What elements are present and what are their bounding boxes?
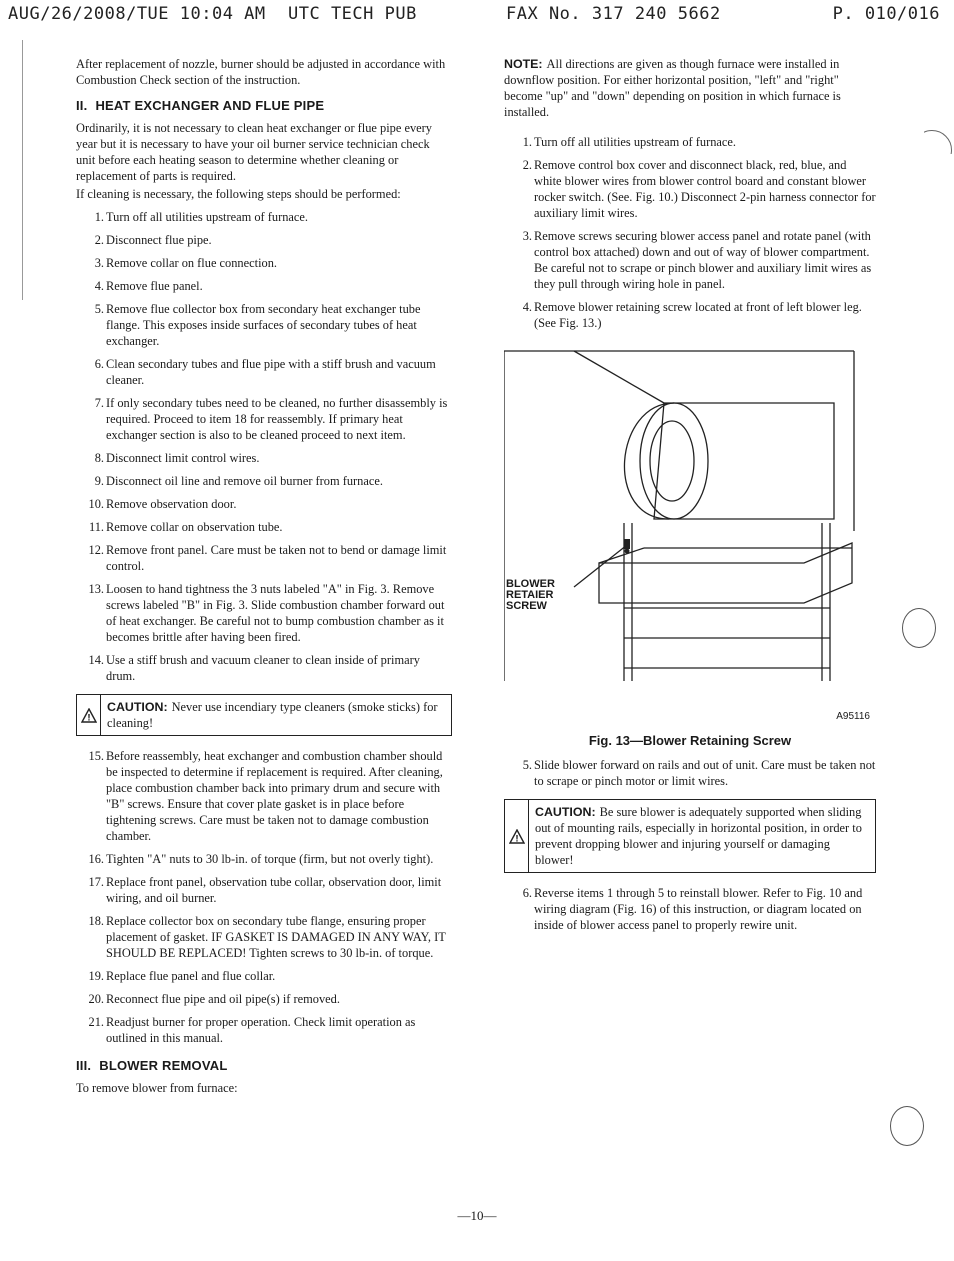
section-title: HEAT EXCHANGER AND FLUE PIPE [95, 98, 325, 113]
note-block [504, 56, 876, 120]
step-text: Replace front panel, observation tube collar, observation door, limit wiring, and oil burner. [106, 875, 442, 905]
step-item [504, 157, 876, 221]
step-number: 6. [94, 357, 104, 371]
step-text: Disconnect flue pipe. [106, 233, 212, 247]
step-text: Reconnect flue pipe and oil pipe(s) if removed. [106, 992, 340, 1006]
step-item [76, 991, 452, 1007]
step-number: 20. [88, 992, 104, 1006]
step-number: 16. [88, 852, 104, 866]
figure-caption: Fig. 13—Blower Retaining Screw [588, 733, 792, 748]
note-text: All directions are given as though furnace were installed in downflow position. For either horizontal position, "left" and "right" become "up" and "down" depending on position in which furnace is installed. [504, 57, 841, 119]
intro-block [76, 56, 452, 88]
svg-text:!: ! [515, 833, 518, 843]
step-list [76, 209, 452, 684]
step-text: Replace flue panel and flue collar. [106, 969, 276, 983]
caution-body [101, 695, 451, 735]
step-number: 4. [522, 300, 532, 314]
section-heading-blower-removal [76, 1058, 452, 1074]
step-number: 5. [94, 302, 104, 316]
caution-box [76, 694, 452, 736]
step-text: Loosen to hand tightness the 3 nuts labeled "A" in Fig. 3. Remove screws labeled "B" in Fig. 3. Slide combustion chamber forward out of heat exchanger. Be careful not to bump combustion chamber as it becomes brittle after having been fired. [106, 582, 445, 644]
step-number: 8. [94, 451, 104, 465]
step-item [76, 542, 452, 574]
caution-text: Never use incendiary type cleaners (smoke sticks) for cleaning! [107, 700, 438, 730]
section-heading-heat-exchanger [76, 98, 452, 114]
step-item [76, 473, 452, 489]
step-number: 10. [88, 497, 104, 511]
step-text: Remove observation door. [106, 497, 237, 511]
step-item [76, 356, 452, 388]
punch-hole [902, 608, 936, 648]
step-number: 7. [94, 396, 104, 410]
punch-hole [912, 130, 952, 170]
section-paragraph: To remove blower from furnace: [76, 1081, 238, 1095]
svg-text:!: ! [87, 712, 90, 722]
step-number: 1. [94, 210, 104, 224]
step-number: 5. [522, 758, 532, 772]
step-item [76, 968, 452, 984]
margin-line [22, 40, 23, 300]
step-text: Remove front panel. Care must be taken not to bend or damage limit control. [106, 543, 447, 573]
step-text: Remove blower retaining screw located at front of left blower leg. (See Fig. 13.) [534, 300, 862, 330]
step-item [76, 748, 452, 844]
step-text: Reverse items 1 through 5 to reinstall blower. Refer to Fig. 10 and wiring diagram (Fig. 16) of this instruction, or diagram located on inside of blower access panel to properly rewire unit. [534, 886, 863, 932]
caution-label: CAUTION: [107, 700, 168, 714]
callout-line: BLOWER [506, 578, 555, 590]
section-paragraph: If cleaning is necessary, the following steps should be performed: [76, 187, 401, 201]
step-item [504, 885, 876, 933]
step-item [504, 299, 876, 331]
step-text: Remove flue panel. [106, 279, 203, 293]
punch-hole [890, 1106, 924, 1146]
step-number: 19. [88, 969, 104, 983]
step-item [76, 395, 452, 443]
right-column [504, 56, 876, 933]
step-number: 11. [88, 520, 104, 534]
step-item [76, 581, 452, 645]
step-item [76, 278, 452, 294]
caution-body [529, 800, 875, 872]
step-list [504, 134, 876, 331]
warning-triangle-icon [505, 800, 529, 872]
step-item [76, 519, 452, 535]
fax-header [8, 4, 944, 26]
step-text: Clean secondary tubes and flue pipe with a stiff brush and vacuum cleaner. [106, 357, 436, 387]
fax-date: AUG/26/2008/TUE 10:04 AM [8, 4, 266, 24]
section-number: III. [76, 1058, 92, 1073]
step-text: Remove flue collector box from secondary heat exchanger tube flange. This exposes inside surfaces of secondary tubes of heat exchanger. [106, 302, 421, 348]
step-text: Remove collar on observation tube. [106, 520, 283, 534]
step-list [76, 748, 452, 1046]
step-number: 13. [88, 582, 104, 596]
step-item [76, 1014, 452, 1046]
step-text: Replace collector box on secondary tube flange, ensuring proper placement of gasket. IF GASKET IS DAMAGED IN ANY WAY, IT SHOULD BE REPLACED! Tighten screws to 30 lb-in. of torque. [106, 914, 446, 960]
step-list [504, 757, 876, 789]
step-text: If only secondary tubes need to be cleaned, no further disassembly is required. Proceed to item 18 for reassembly. If primary heat exchanger section is also to be cleaned proceed to next item. [106, 396, 448, 442]
step-item [76, 209, 452, 225]
intro-paragraph: After replacement of nozzle, burner should be adjusted in accordance with Combustion Check section of the instruction. [76, 57, 446, 87]
step-number: 9. [94, 474, 104, 488]
section-title: BLOWER REMOVAL [99, 1058, 228, 1073]
step-number: 12. [88, 543, 104, 557]
fax-number: FAX No. 317 240 5662 [506, 4, 721, 24]
section-paragraph: Ordinarily, it is not necessary to clean heat exchanger or flue pipe every year but it is necessary to have your oil burner service technician check unit before each heating season to determine whether cleaning or replacement of parts is required. [76, 121, 432, 183]
step-text: Remove control box cover and disconnect black, red, blue, and white blower wires from blower control board and constant blower rocker switch. (See. Fig. 10.) Disconnect 2-pin harness connector for auxiliary limit wires. [534, 158, 876, 220]
note-label: NOTE: [504, 57, 543, 71]
step-item [504, 757, 876, 789]
step-number: 15. [88, 749, 104, 763]
step-item [76, 851, 452, 867]
warning-triangle-icon [77, 695, 101, 735]
left-column [76, 56, 452, 1098]
figure-callout [506, 579, 555, 612]
step-text: Tighten "A" nuts to 30 lb-in. of torque (firm, but not overly tight). [106, 852, 434, 866]
section-number: II. [76, 98, 88, 113]
page-number: —10— [457, 1208, 497, 1223]
step-item [504, 134, 876, 150]
caution-text: Be sure blower is adequately supported when sliding out of mounting rails, especially in horizontal position, in order to prevent dropping blower and injuring yourself or damaging blower! [535, 805, 862, 867]
step-text: Turn off all utilities upstream of furnace. [534, 135, 736, 149]
step-text: Turn off all utilities upstream of furnace. [106, 210, 308, 224]
step-number: 3. [94, 256, 104, 270]
step-item [76, 496, 452, 512]
step-number: 21. [88, 1015, 104, 1029]
step-item [76, 255, 452, 271]
step-number: 18. [88, 914, 104, 928]
blower-diagram [504, 343, 874, 727]
step-number: 4. [94, 279, 104, 293]
step-text: Before reassembly, heat exchanger and combustion chamber should be inspected to determine if replacement is required. After cleaning, place combustion chamber back into primary drum and secure with "B" screws. Ensure that cover plate gasket is in place before tightening screws. Care must be taken not to damage combustion chamber. [106, 749, 443, 843]
callout-line: RETAIER [506, 589, 554, 601]
step-item [76, 232, 452, 248]
caution-label: CAUTION: [535, 805, 596, 819]
step-item [76, 301, 452, 349]
step-text: Readjust burner for proper operation. Check limit operation as outlined in this manual. [106, 1015, 416, 1045]
step-text: Remove screws securing blower access panel and rotate panel (with control box attached) down and out of way of blower compartment. Be careful not to scrape or pinch blower and auxiliary limit wires as they pull through wiring hole in panel. [534, 229, 872, 291]
step-item [76, 913, 452, 961]
step-text: Use a stiff brush and vacuum cleaner to clean inside of primary drum. [106, 653, 420, 683]
step-number: 14. [88, 653, 104, 667]
step-item [76, 652, 452, 684]
step-item [76, 874, 452, 906]
step-item [76, 450, 452, 466]
step-text: Slide blower forward on rails and out of unit. Care must be taken not to scrape or pinch motor or limit wires. [534, 758, 876, 788]
fax-page: P. 010/016 [832, 4, 940, 24]
fax-sender: UTC TECH PUB [288, 4, 417, 24]
step-number: 1. [522, 135, 532, 149]
step-number: 6. [522, 886, 532, 900]
step-list [504, 885, 876, 933]
step-number: 2. [522, 158, 532, 172]
callout-line: SCREW [506, 600, 547, 612]
caution-box [504, 799, 876, 873]
step-number: 2. [94, 233, 104, 247]
step-text: Disconnect limit control wires. [106, 451, 260, 465]
step-text: Remove collar on flue connection. [106, 256, 278, 270]
figure-blower-retaining-screw [504, 343, 874, 727]
step-text: Disconnect oil line and remove oil burner from furnace. [106, 474, 383, 488]
step-item [504, 228, 876, 292]
step-number: 17. [88, 875, 104, 889]
step-number: 3. [522, 229, 532, 243]
figure-code: A95116 [836, 711, 870, 722]
